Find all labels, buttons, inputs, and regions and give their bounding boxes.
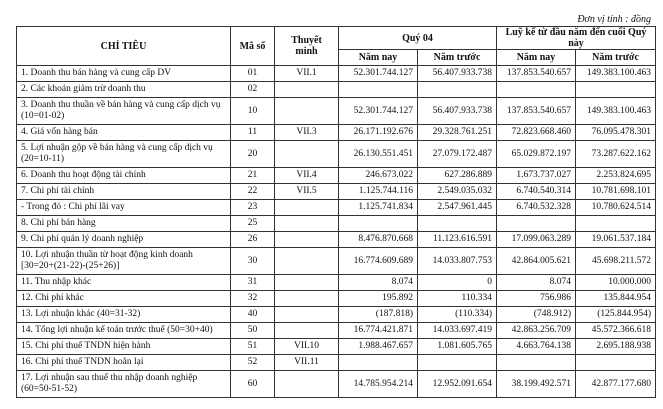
header-c-last-year: Năm trước [576,50,656,66]
row-cumulative-this-year: 1.673.737.027 [497,168,576,184]
row-cumulative-last-year: 19.061.537.184 [576,232,656,248]
row-cumulative-last-year: 135.844.954 [576,291,656,307]
row-code: 52 [231,355,275,371]
table-row [17,168,656,184]
row-cumulative-last-year: 76.095.478.301 [576,125,656,141]
row-quarter-this-year: 1.125.741.834 [339,200,418,216]
header-q-this-year: Năm nay [339,50,418,66]
row-quarter-last-year: 56.407.933.738 [418,66,497,82]
row-label: 1. Doanh thu bán hàng và cung cấp DV [17,66,231,82]
row-label: 2. Các khoản giảm trừ doanh thu [17,82,231,98]
row-note [275,248,339,275]
row-cumulative-last-year: 42.877.177.680 [576,371,656,398]
row-quarter-this-year [339,82,418,98]
header-q-last-year: Năm trước [418,50,497,66]
row-code: 40 [231,307,275,323]
row-quarter-this-year: (187.818) [339,307,418,323]
row-note: VII.10 [275,339,339,355]
table-row [17,275,656,291]
row-note [275,200,339,216]
row-quarter-last-year: 14.033.697.419 [418,323,497,339]
row-cumulative-this-year: 137.853.540.657 [497,98,576,125]
row-cumulative-last-year: 10.780.624.514 [576,200,656,216]
row-quarter-last-year: 56.407.933.738 [418,98,497,125]
row-label: 7. Chi phí tài chính [17,184,231,200]
row-quarter-this-year: 1.988.467.657 [339,339,418,355]
row-code: 51 [231,339,275,355]
row-cumulative-this-year: 4.663.764.138 [497,339,576,355]
row-cumulative-this-year: 756.986 [497,291,576,307]
row-code: 50 [231,323,275,339]
row-code: 22 [231,184,275,200]
row-label: 10. Lợi nhuận thuần từ hoạt động kinh doanh [30=20+(21-22)-(25+26)] [17,248,231,275]
row-note: VII.11 [275,355,339,371]
table-row [17,248,656,275]
row-cumulative-this-year [497,216,576,232]
table-row [17,184,656,200]
row-cumulative-last-year [576,82,656,98]
row-quarter-this-year: 8.476.870.668 [339,232,418,248]
row-cumulative-this-year: 8.074 [497,275,576,291]
row-code: 01 [231,66,275,82]
table-row [17,323,656,339]
row-quarter-this-year: 1.125.744.116 [339,184,418,200]
row-quarter-last-year: 2.549.035.032 [418,184,497,200]
row-note [275,275,339,291]
row-note: VII.4 [275,168,339,184]
row-quarter-last-year: (110.334) [418,307,497,323]
row-quarter-last-year: 627.286.889 [418,168,497,184]
row-quarter-last-year: 12.952.091.654 [418,371,497,398]
row-cumulative-last-year: 10.781.698.101 [576,184,656,200]
row-note [275,141,339,168]
table-row [17,371,656,398]
row-note [275,291,339,307]
table-row [17,125,656,141]
row-quarter-last-year: 1.081.605.765 [418,339,497,355]
row-note [275,98,339,125]
row-quarter-this-year: 26.171.192.676 [339,125,418,141]
row-code: 31 [231,275,275,291]
row-note: VII.3 [275,125,339,141]
row-label: 16. Chi phí thuế TNDN hoãn lại [17,355,231,371]
row-quarter-last-year: 2.547.961.445 [418,200,497,216]
header-note: Thuyết minh [275,27,339,66]
row-quarter-last-year: 14.033.807.753 [418,248,497,275]
row-label: 8. Chi phí bán hàng [17,216,231,232]
row-quarter-this-year: 8.074 [339,275,418,291]
row-quarter-last-year [418,355,497,371]
row-label: 13. Lợi nhuận khác (40=31-32) [17,307,231,323]
row-cumulative-this-year: (748.912) [497,307,576,323]
header-cumulative: Luỹ kế từ đầu năm đến cuối Quý này [497,27,656,50]
row-quarter-last-year: 110.334 [418,291,497,307]
row-quarter-this-year: 14.785.954.214 [339,371,418,398]
income-statement-table [16,26,656,398]
row-label: 6. Doanh thu hoạt động tài chính [17,168,231,184]
row-code: 11 [231,125,275,141]
unit-note: Đơn vị tính : đồng [577,14,651,25]
row-quarter-this-year: 52.301.744.127 [339,66,418,82]
row-cumulative-this-year: 72.823.668.460 [497,125,576,141]
row-cumulative-this-year: 42.863.256.709 [497,323,576,339]
row-quarter-last-year: 11.123.616.591 [418,232,497,248]
table-row [17,82,656,98]
row-quarter-this-year [339,355,418,371]
row-label: 17. Lợi nhuận sau thuế thu nhập doanh nghiệp (60=50-51-52) [17,371,231,398]
row-quarter-last-year: 0 [418,275,497,291]
row-note: VII.5 [275,184,339,200]
row-note [275,82,339,98]
row-cumulative-last-year: (125.844.954) [576,307,656,323]
row-quarter-last-year [418,216,497,232]
table-row [17,355,656,371]
row-code: 10 [231,98,275,125]
row-cumulative-last-year: 2.695.188.938 [576,339,656,355]
row-label: 11. Thu nhập khác [17,275,231,291]
row-code: 25 [231,216,275,232]
row-cumulative-last-year: 149.383.100.463 [576,98,656,125]
row-code: 30 [231,248,275,275]
row-quarter-this-year [339,216,418,232]
row-quarter-this-year: 16.774.421.871 [339,323,418,339]
row-label: 9. Chi phí quản lý doanh nghiệp [17,232,231,248]
row-cumulative-this-year: 137.853.540.657 [497,66,576,82]
header-quarter: Quý 04 [339,27,497,50]
row-code: 60 [231,371,275,398]
row-note [275,307,339,323]
row-cumulative-last-year: 2.253.824.695 [576,168,656,184]
table-row [17,291,656,307]
row-label: 15. Chi phí thuế TNDN hiện hành [17,339,231,355]
row-label: - Trong đó : Chi phí lãi vay [17,200,231,216]
row-note [275,323,339,339]
row-label: 4. Giá vốn hàng bán [17,125,231,141]
row-cumulative-last-year: 45.572.366.618 [576,323,656,339]
table-row [17,98,656,125]
row-code: 20 [231,141,275,168]
row-cumulative-this-year: 42.864.005.621 [497,248,576,275]
header-c-this-year: Năm nay [497,50,576,66]
row-cumulative-this-year: 6.740.532.328 [497,200,576,216]
row-cumulative-this-year [497,82,576,98]
row-note: VII.1 [275,66,339,82]
table-row [17,307,656,323]
row-code: 26 [231,232,275,248]
table-row [17,339,656,355]
header-indicator: CHỈ TIÊU [17,27,231,66]
row-label: 3. Doanh thu thuần về bán hàng và cung cấp dịch vụ (10=01-02) [17,98,231,125]
row-cumulative-this-year: 17.099.063.289 [497,232,576,248]
row-cumulative-last-year: 149.383.100.463 [576,66,656,82]
row-cumulative-last-year: 45.698.211.572 [576,248,656,275]
row-cumulative-last-year [576,355,656,371]
row-quarter-last-year: 27.079.172.487 [418,141,497,168]
row-quarter-this-year: 246.673.022 [339,168,418,184]
row-quarter-this-year: 26.130.551.451 [339,141,418,168]
row-note [275,371,339,398]
row-label: 12. Chi phí khác [17,291,231,307]
table-row [17,141,656,168]
row-quarter-last-year: 29.328.761.251 [418,125,497,141]
row-note [275,232,339,248]
table-row [17,216,656,232]
header-code: Mã số [231,27,275,66]
row-quarter-this-year: 195.892 [339,291,418,307]
row-quarter-last-year [418,82,497,98]
row-cumulative-this-year: 6.740.540.314 [497,184,576,200]
row-code: 32 [231,291,275,307]
row-cumulative-last-year [576,216,656,232]
row-label: 5. Lợi nhuận gộp về bán hàng và cung cấp dịch vụ (20=10-11) [17,141,231,168]
row-cumulative-last-year: 10.000.000 [576,275,656,291]
row-quarter-this-year: 16.774.609.689 [339,248,418,275]
row-quarter-this-year: 52.301.744.127 [339,98,418,125]
row-label: 14. Tổng lợi nhuận kế toán trước thuế (50=30+40) [17,323,231,339]
row-cumulative-this-year [497,355,576,371]
table-row [17,232,656,248]
row-code: 02 [231,82,275,98]
row-code: 23 [231,200,275,216]
row-cumulative-last-year: 73.287.622.162 [576,141,656,168]
row-code: 21 [231,168,275,184]
table-row [17,200,656,216]
row-note [275,216,339,232]
row-cumulative-this-year: 38.199.492.571 [497,371,576,398]
table-row [17,66,656,82]
row-cumulative-this-year: 65.029.872.197 [497,141,576,168]
